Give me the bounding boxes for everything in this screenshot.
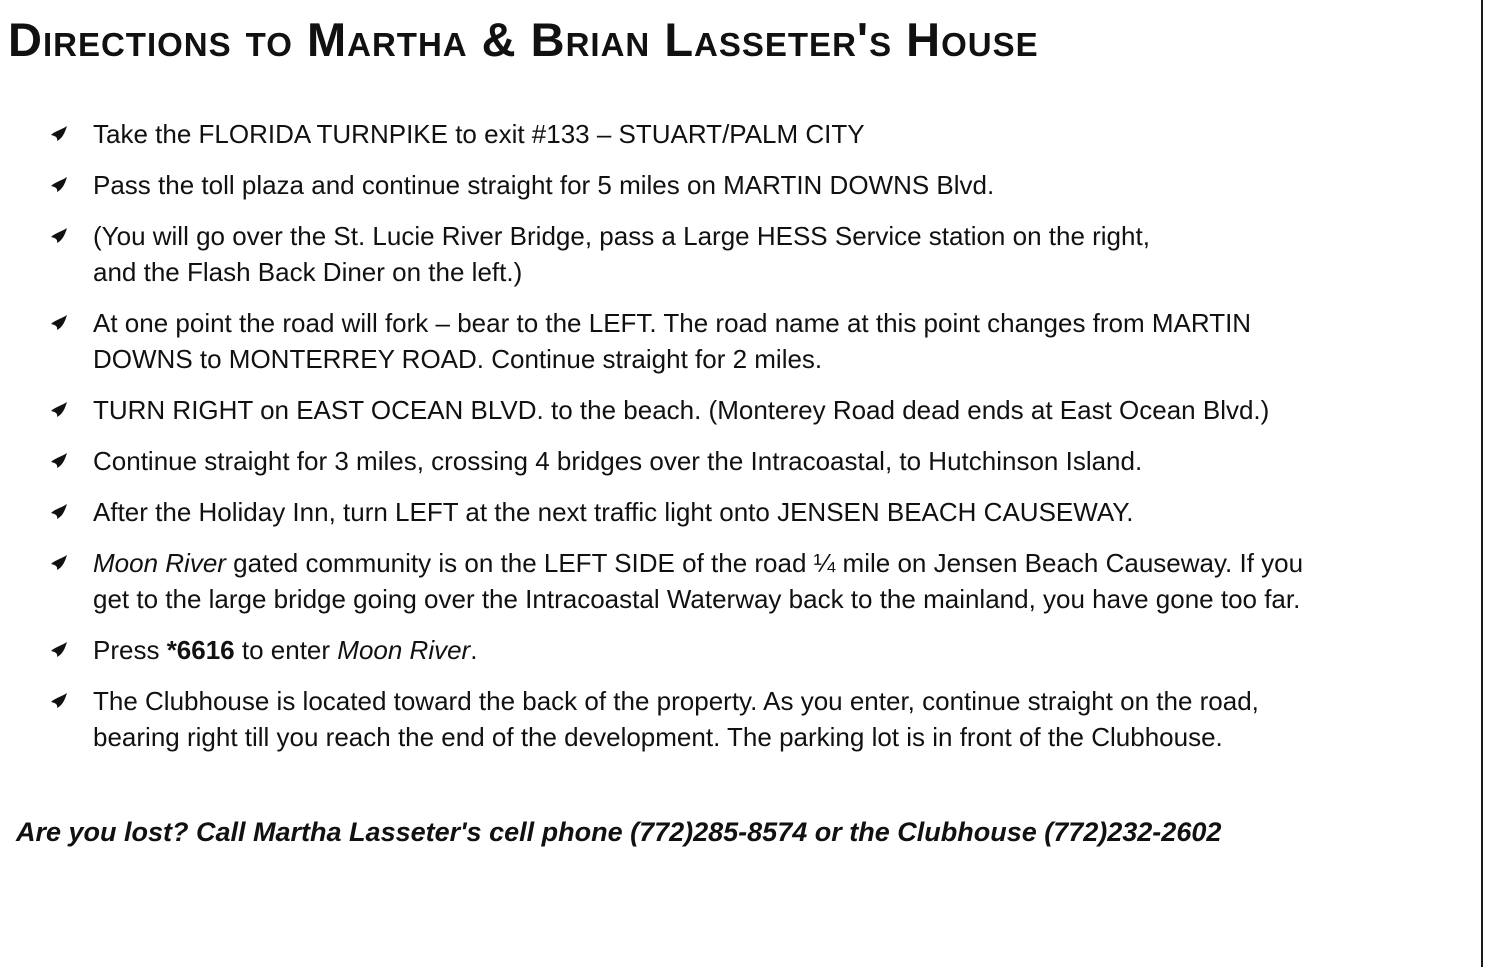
step-text: TURN RIGHT on EAST OCEAN BLVD. to the beach. (Monterey Road dead ends at East Ocean Blvd.) bbox=[93, 395, 1270, 425]
step-text-pre: Press bbox=[93, 635, 167, 665]
direction-step-1 bbox=[0, 116, 1480, 152]
step-text-line-2: bearing right till you reach the end of the development. The parking lot is in front of the Clubhouse. bbox=[93, 722, 1223, 752]
ornate-bullet-icon bbox=[49, 224, 71, 246]
step-text-rest: gated community is on the LEFT SIDE of the road ¼ mile on Jensen Beach Causeway. If you bbox=[225, 548, 1304, 578]
ornate-bullet-icon bbox=[49, 398, 71, 420]
directions-list bbox=[0, 116, 1480, 770]
ornate-bullet-icon bbox=[49, 311, 71, 333]
step-text: Pass the toll plaza and continue straight for 5 miles on MARTIN DOWNS Blvd. bbox=[93, 170, 995, 200]
step-text-line-1 bbox=[93, 545, 1480, 581]
direction-step-3 bbox=[0, 218, 1480, 290]
step-text: Continue straight for 3 miles, crossing 4 bridges over the Intracoastal, to Hutchinson Island. bbox=[93, 446, 1143, 476]
ornate-bullet-icon bbox=[49, 689, 71, 711]
direction-step-10 bbox=[0, 683, 1480, 755]
step-text-line-1: At one point the road will fork – bear to the LEFT. The road name at this point changes from MARTIN bbox=[93, 308, 1252, 338]
direction-step-6 bbox=[0, 443, 1480, 479]
step-text-line-2: and the Flash Back Diner on the left.) bbox=[93, 257, 523, 287]
community-name: Moon River bbox=[337, 635, 471, 665]
step-text-line-2: get to the large bridge going over the Intracoastal Waterway back to the mainland, you have gone too far. bbox=[93, 584, 1301, 614]
ornate-bullet-icon bbox=[49, 500, 71, 522]
community-name: Moon River bbox=[93, 548, 226, 578]
direction-step-5 bbox=[0, 392, 1480, 428]
step-text bbox=[93, 632, 1480, 668]
ornate-bullet-icon bbox=[49, 449, 71, 471]
step-text-line-2: DOWNS to MONTERREY ROAD. Continue straight for 2 miles. bbox=[93, 344, 823, 374]
step-text: After the Holiday Inn, turn LEFT at the next traffic light onto JENSEN BEACH CAUSEWAY. bbox=[93, 497, 1134, 527]
step-text-line-1: (You will go over the St. Lucie River Bridge, pass a Large HESS Service station on the right, bbox=[93, 221, 1150, 251]
ornate-bullet-icon bbox=[49, 551, 71, 573]
lost-contact-note: Are you lost? Call Martha Lasseter's cell phone (772)285-8574 or the Clubhouse (772)232-2602 bbox=[16, 817, 1222, 847]
step-text-mid: to enter bbox=[234, 635, 338, 665]
direction-step-9 bbox=[0, 632, 1480, 668]
page-edge-rule bbox=[1481, 0, 1483, 967]
ornate-bullet-icon bbox=[49, 638, 71, 660]
ornate-bullet-icon bbox=[49, 122, 71, 144]
gate-code: *6616 bbox=[166, 635, 235, 665]
direction-step-2 bbox=[0, 167, 1480, 203]
direction-step-4 bbox=[0, 305, 1480, 377]
direction-step-7 bbox=[0, 494, 1480, 530]
page-title: Directions to Martha & Brian Lasseter's House bbox=[8, 13, 1039, 66]
direction-step-8 bbox=[0, 545, 1480, 617]
step-text-line-1: The Clubhouse is located toward the back of the property. As you enter, continue straight on the road, bbox=[93, 686, 1259, 716]
step-text-post: . bbox=[470, 635, 478, 665]
step-text: Take the FLORIDA TURNPIKE to exit #133 – STUART/PALM CITY bbox=[93, 119, 865, 149]
ornate-bullet-icon bbox=[49, 173, 71, 195]
